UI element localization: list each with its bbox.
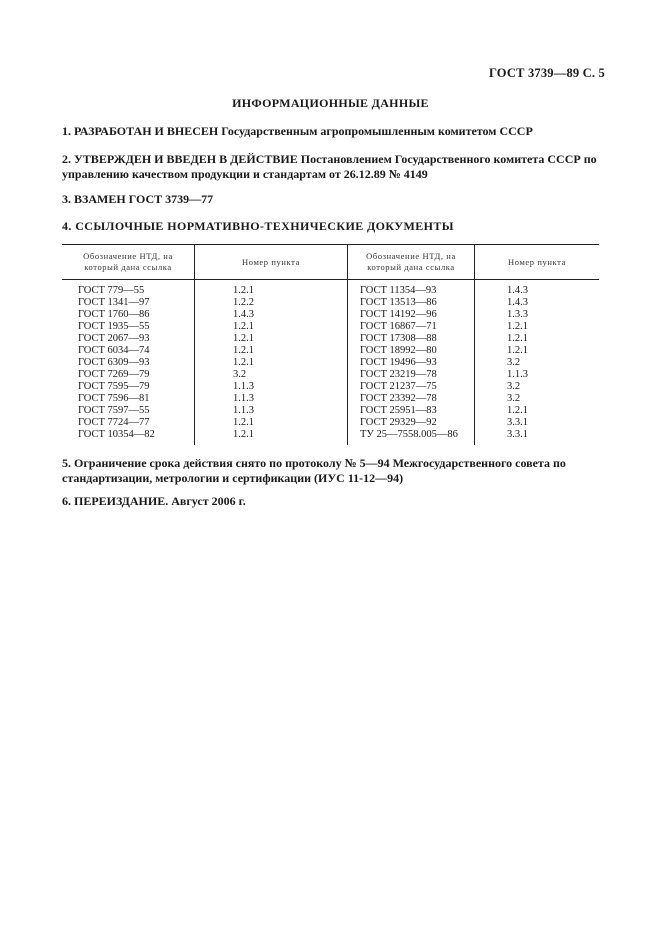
cell-clause: 3.3.1 [475, 417, 600, 429]
item-lead: ВЗАМЕН ГОСТ 3739—77 [74, 192, 214, 206]
item-number: 6. [62, 494, 71, 508]
table-row [62, 357, 599, 369]
table-row [62, 393, 599, 405]
cell-clause: 3.3.1 [475, 429, 600, 445]
cell-document: ГОСТ 23219—78 [348, 369, 475, 381]
table-row [62, 309, 599, 321]
cell-clause: 1.1.3 [475, 369, 600, 381]
cell-clause: 1.4.3 [475, 297, 600, 309]
cell-clause: 3.2 [475, 357, 600, 369]
info-item-references [62, 219, 607, 234]
cell-clause: 1.2.1 [475, 345, 600, 357]
cell-clause: 1.2.1 [195, 345, 348, 357]
cell-document: ГОСТ 7724—77 [78, 417, 150, 428]
cell-document: ГОСТ 6034—74 [78, 345, 150, 356]
cell-document: ТУ 25—7558.005—86 [348, 429, 475, 445]
table-row [62, 333, 599, 345]
item-number: 4. [62, 219, 72, 233]
cell-document: ГОСТ 29329—92 [348, 417, 475, 429]
column-header-clause: Номер пункта [195, 245, 348, 280]
cell-document: ГОСТ 17308—88 [348, 333, 475, 345]
cell-clause: 1.2.1 [195, 357, 348, 369]
info-item-validity [62, 456, 607, 486]
cell-document: ГОСТ 11354—93 [348, 280, 475, 298]
cell-clause: 1.1.3 [195, 405, 348, 417]
item-body: Ограничение срока действия снято по протоколу № 5—94 Межгосударственного совета по стандартизации, метрологии и сертификации (ИУС 11-12—94) [62, 456, 566, 485]
column-header-clause: Номер пункта [475, 245, 600, 280]
table-header-row [62, 245, 599, 280]
item-number: 2. [62, 152, 71, 166]
cell-document: ГОСТ 7597—55 [78, 405, 150, 416]
item-body: Государственным агропромышленным комитетом СССР [221, 124, 533, 138]
cell-document: ГОСТ 21237—75 [348, 381, 475, 393]
cell-document: ГОСТ 14192—96 [348, 309, 475, 321]
item-lead: ПЕРЕИЗДАНИЕ. [74, 494, 169, 508]
references-table-body [62, 280, 599, 446]
document-title: ИНФОРМАЦИОННЫЕ ДАННЫЕ [232, 96, 429, 110]
cell-clause: 1.4.3 [475, 280, 600, 298]
item-body: Август 2006 г. [171, 494, 246, 508]
cell-document: ГОСТ 2067—93 [78, 333, 150, 344]
cell-clause: 1.2.2 [195, 297, 348, 309]
cell-clause: 1.2.1 [195, 280, 348, 298]
item-body: Постановлением Государственного комитета СССР по управлению качеством продукции и стандартам от 26.12.89 № 4149 [62, 152, 597, 181]
table-row [62, 321, 599, 333]
cell-document: ГОСТ 7595—79 [78, 381, 150, 392]
cell-document: ГОСТ 7269—79 [78, 369, 150, 380]
table-row [62, 345, 599, 357]
references-table [62, 244, 599, 445]
table-row [62, 417, 599, 429]
item-number: 5. [62, 456, 71, 470]
cell-clause: 1.1.3 [195, 381, 348, 393]
cell-clause: 1.2.1 [195, 333, 348, 345]
table-row [62, 405, 599, 417]
cell-document: ГОСТ 18992—80 [348, 345, 475, 357]
cell-document: ГОСТ 16867—71 [348, 321, 475, 333]
column-header-document: Обозначение НТД, на который дана ссылка [348, 245, 475, 280]
item-lead: ССЫЛОЧНЫЕ НОРМАТИВНО-ТЕХНИЧЕСКИЕ ДОКУМЕНТЫ [75, 219, 454, 233]
cell-clause: 1.1.3 [195, 393, 348, 405]
cell-document: ГОСТ 7596—81 [78, 393, 150, 404]
cell-document: ГОСТ 25951—83 [348, 405, 475, 417]
cell-document: ГОСТ 13513—86 [348, 297, 475, 309]
cell-document: ГОСТ 779—55 [78, 285, 145, 296]
cell-document: ГОСТ 1935—55 [78, 321, 150, 332]
cell-document: ГОСТ 23392—78 [348, 393, 475, 405]
cell-clause: 3.2 [475, 393, 600, 405]
column-header-document: Обозначение НТД, на который дана ссылка [62, 245, 195, 280]
page-header: ГОСТ 3739—89 С. 5 [488, 66, 605, 80]
cell-document: ГОСТ 1760—86 [78, 309, 150, 320]
cell-clause: 1.4.3 [195, 309, 348, 321]
cell-clause: 1.3.3 [475, 309, 600, 321]
item-lead: УТВЕРЖДЕН И ВВЕДЕН В ДЕЙСТВИЕ [74, 152, 298, 166]
cell-document: ГОСТ 6309—93 [78, 357, 150, 368]
cell-clause: 1.2.1 [195, 429, 348, 445]
cell-clause: 1.2.1 [195, 417, 348, 429]
info-item-reissue [62, 494, 607, 509]
table-row [62, 280, 599, 298]
cell-document: ГОСТ 1341—97 [78, 297, 150, 308]
info-item-developed [62, 124, 607, 139]
cell-document: ГОСТ 10354—82 [78, 429, 155, 440]
cell-clause: 1.2.1 [475, 333, 600, 345]
cell-clause: 1.2.1 [475, 405, 600, 417]
item-number: 1. [62, 124, 71, 138]
table-row [62, 381, 599, 393]
table-row [62, 429, 599, 445]
cell-clause: 1.2.1 [195, 321, 348, 333]
table-row [62, 297, 599, 309]
cell-clause: 3.2 [475, 381, 600, 393]
item-number: 3. [62, 192, 71, 206]
info-item-approved [62, 152, 607, 182]
table-row [62, 369, 599, 381]
item-lead: РАЗРАБОТАН И ВНЕСЕН [74, 124, 219, 138]
cell-document: ГОСТ 19496—93 [348, 357, 475, 369]
info-item-replaces [62, 192, 607, 207]
cell-clause: 1.2.1 [475, 321, 600, 333]
cell-clause: 3.2 [195, 369, 348, 381]
